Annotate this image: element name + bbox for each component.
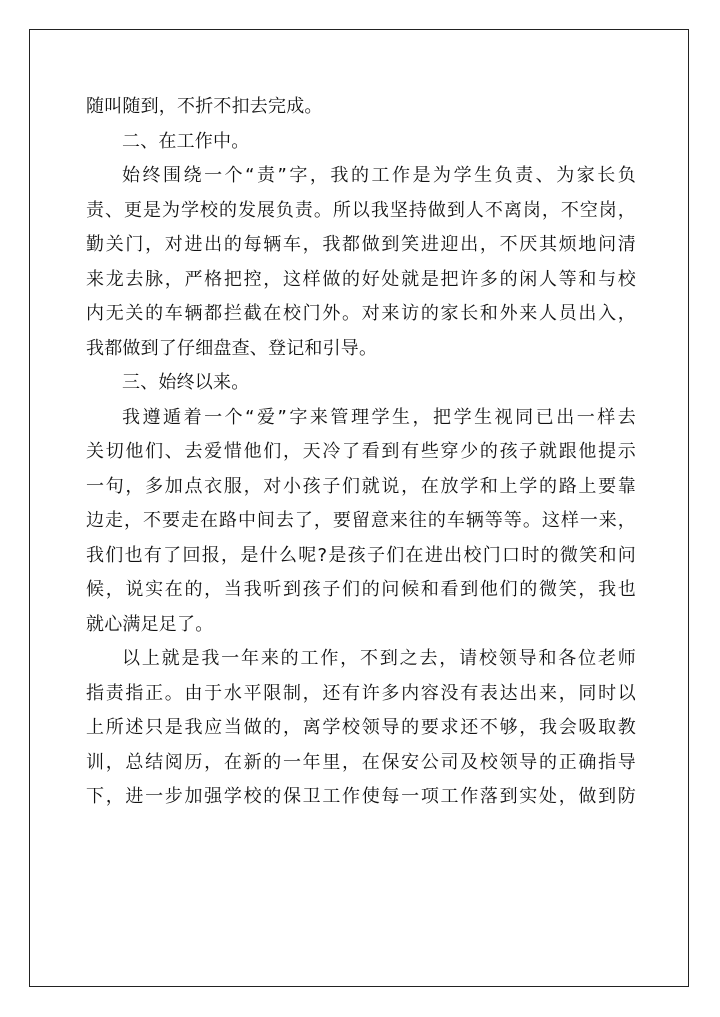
text-line: 边走，不要走在路中间去了，要留意来往的车辆等等。这样一来， — [86, 510, 636, 531]
text-line: 就心满足足了。 — [86, 613, 214, 635]
text-line: 责、更是为学校的发展负责。所以我坚持做到人不离岗，不空岗， — [86, 199, 636, 221]
text-line: 训，总结阅历，在新的一年里，在保安公司及校领导的正确指导 — [86, 751, 636, 773]
text-line: 随叫随到，不折不扣去完成。 — [86, 96, 323, 117]
text-line: 上所述只是我应当做的，离学校领导的要求还不够，我会吸取教 — [86, 717, 636, 738]
text-line: 内无关的车辆都拦截在校门外。对来访的家长和外来人员出入， — [86, 303, 636, 324]
text-line: 指责指正。由于水平限制，还有许多内容没有表达出来，同时以 — [86, 682, 636, 704]
text-line: 关切他们、去爱惜他们，天冷了看到有些穿少的孩子就跟他提示 — [86, 441, 636, 462]
section-heading-always: 三、始终以来。 — [122, 372, 250, 393]
document-body — [86, 90, 636, 815]
text-line: 始终围绕一个“责”字，我的工作是为学生负责、为家长负 — [122, 165, 636, 186]
text-line: 我遵遁着一个“爱”字来管理学生，把学生视同已出一样去 — [122, 406, 636, 428]
section-heading-work: 二、在工作中。 — [122, 130, 250, 152]
text-line: 我们也有了回报，是什么呢?是孩子们在进出校门口时的微笑和问 — [86, 544, 636, 566]
text-line: 一句，多加点衣服，对小孩子们就说，在放学和上学的路上要靠 — [86, 475, 636, 497]
text-line: 勤关门，对进出的每辆车，我都做到笑进迎出，不厌其烦地问清 — [86, 234, 636, 255]
text-line: 下，进一步加强学校的保卫工作使每一项工作落到实处，做到防 — [86, 786, 636, 807]
text-line: 以上就是我一年来的工作，不到之去，请校领导和各位老师 — [122, 648, 636, 669]
text-line: 候，说实在的，当我听到孩子们的问候和看到他们的微笑，我也 — [86, 579, 636, 600]
text-line: 我都做到了仔细盘查、登记和引导。 — [86, 337, 378, 359]
text-line: 来龙去脉，严格把控，这样做的好处就是把许多的闲人等和与校 — [86, 268, 636, 290]
